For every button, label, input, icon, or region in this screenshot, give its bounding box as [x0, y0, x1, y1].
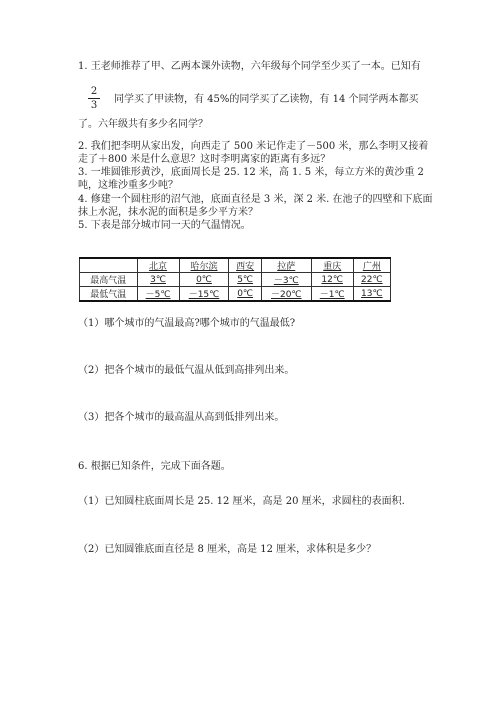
table-cell: 0℃ [229, 287, 261, 302]
table-cell: －1℃ [311, 287, 353, 302]
table-row [80, 273, 391, 287]
q1-line1: 1. 王老师推荐了甲、乙两本课外读物，六年级每个同学至少买了一本。已知有 [78, 61, 421, 72]
fraction-denominator: 3 [90, 100, 98, 111]
q6-intro: 6. 根据已知条件，完成下面各题。 [78, 461, 231, 472]
header-cell: 西安 [229, 258, 261, 273]
table-header-row [80, 258, 391, 273]
q3-line1: 3. 一堆圆锥形黄沙，底面周长是 25. 12 米，高 1. 5 米，每立方米的黄沙重 2 [78, 167, 424, 178]
table-cell: －20℃ [261, 287, 311, 302]
q2-line1: 2. 我们把李明从家出发，向西走了 500 米记作走了－500 米，那么李明又接着 [78, 141, 429, 152]
table-cell: －3℃ [261, 273, 311, 287]
fraction-bar [88, 98, 100, 99]
q4-line2: 抹上水泥，抹水泥的面积是多少平方米？ [78, 207, 258, 218]
table-cell: 12℃ [311, 273, 353, 287]
header-cell: 哈尔滨 [179, 258, 229, 273]
table-cell: 0℃ [179, 273, 229, 287]
row-label: 最低气温 [80, 287, 138, 302]
q5-sub2: （2）把各个城市的最低气温从低到高排列出来。 [78, 365, 295, 376]
header-cell: 拉萨 [261, 258, 311, 273]
header-cell: 广州 [353, 258, 390, 273]
table-cell: －15℃ [179, 287, 229, 302]
q5-sub3: （3）把各个城市的最高温从高到低排列出来。 [78, 412, 285, 423]
header-cell [80, 258, 138, 273]
q2-line2: 走了＋800 米是什么意思？这时李明离家的距离有多远？ [78, 154, 331, 165]
table-cell: 3℃ [137, 273, 179, 287]
table-row [80, 287, 391, 302]
table-cell: －5℃ [137, 287, 179, 302]
header-cell: 北京 [137, 258, 179, 273]
q3-line2: 吨，这堆沙重多少吨？ [78, 180, 178, 191]
table-cell: 5℃ [229, 273, 261, 287]
fraction-numerator: 2 [90, 86, 98, 97]
q1-line2: 同学买了甲读物，有 45%的同学买了乙读物，有 14 个同学两本都买 [114, 94, 419, 105]
row-label: 最高气温 [80, 273, 138, 287]
q1-fraction [88, 86, 100, 111]
temperature-table [79, 257, 391, 302]
q5-sub1: （1）哪个城市的气温最高?哪个城市的气温最低? [78, 318, 296, 329]
q5-intro: 5. 下表是部分城市同一天的气温情况。 [78, 220, 251, 231]
q6-sub1: （1）已知圆柱底面周长是 25. 12 厘米，高是 20 厘米，求圆柱的表面积. [78, 496, 405, 507]
table-cell: 13℃ [353, 287, 390, 302]
q6-sub2: （2）已知圆锥底面直径是 8 厘米，高是 12 厘米，求体积是多少？ [78, 544, 377, 555]
q1-line3: 了。六年级共有多少名同学？ [78, 119, 208, 130]
table-cell: 22℃ [353, 273, 390, 287]
q4-line1: 4. 修建一个圆柱形的沼气池，底面直径是 3 米，深 2 米. 在池子的四壁和下底面 [78, 194, 433, 205]
header-cell: 重庆 [311, 258, 353, 273]
